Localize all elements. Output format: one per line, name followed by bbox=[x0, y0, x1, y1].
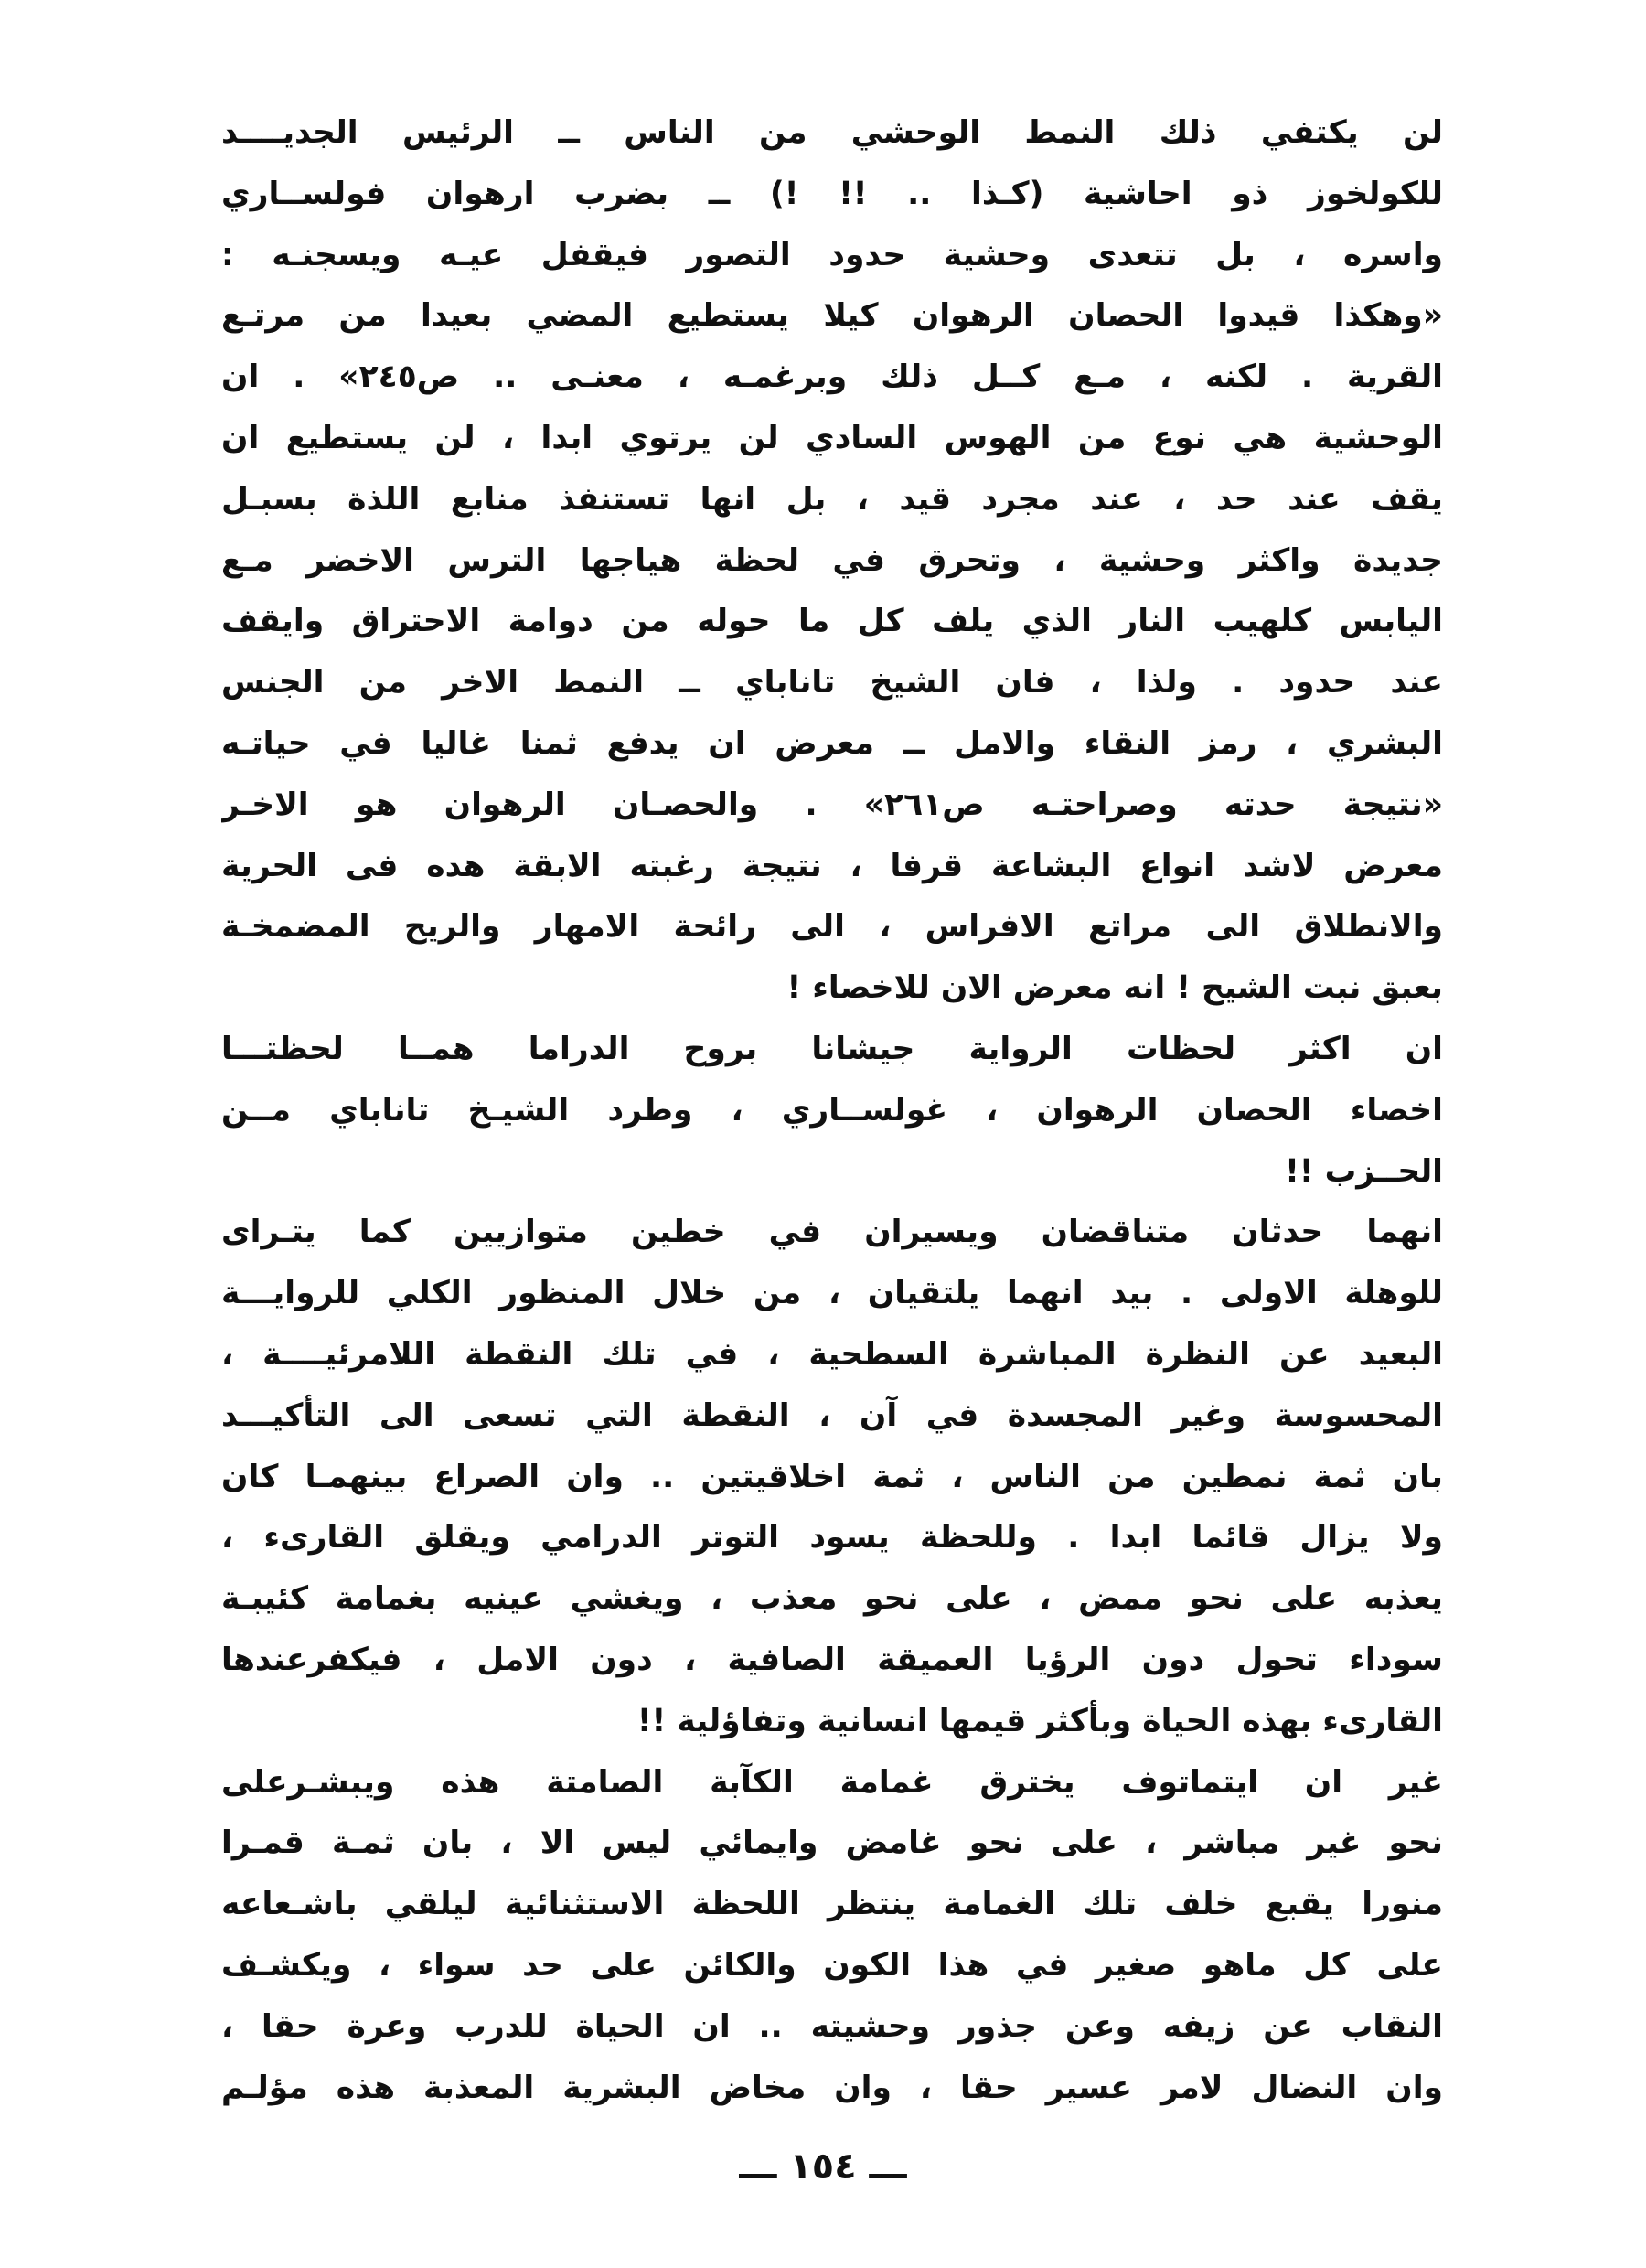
text-line: ان اكثر لحظات الرواية جيشانا بروح الدراما همــا لحظتـــا bbox=[221, 1030, 1443, 1067]
text-line: الوحشية هي نوع من الهوس السادي لن يرتوي ابدا ، لن يستطيع ان bbox=[221, 419, 1443, 456]
text-line: انهما حدثان متناقضان ويسيران في خطين متوازيين كما يتـراى bbox=[221, 1214, 1443, 1251]
text-line: الحــزب !! bbox=[1285, 1152, 1443, 1190]
text-line: للكولخوز ذو احاشية (كـذا .. !! !) ــ بضرب ارهوان فولســاري bbox=[221, 175, 1443, 212]
text-line: القارىء بهذه الحياة وبأكثر قيمها انسانية وتفاؤلية !! bbox=[636, 1702, 1443, 1739]
text-line: غير ان ايتماتوف يخترق غمامة الكآبة الصامتة هذه ويبشـرعلى bbox=[221, 1763, 1443, 1801]
text-line: على كل ماهو صغير في هذا الكون والكائن على حد سواء ، ويكشـف bbox=[221, 1946, 1443, 1984]
text-line: لن يكتفي ذلك النمط الوحشي من الناس ــ الرئيس الجديــــد bbox=[221, 114, 1443, 151]
text-line: والانطلاق الى مراتع الافراس ، الى رائحة الامهار والريح المضمخـة bbox=[221, 908, 1443, 946]
text-line: وان النضال لامر عسير حقا ، وان مخاض البشرية المعذبة هذه مؤلـم bbox=[221, 2069, 1443, 2106]
text-line: البشري ، رمز النقاء والامل ــ معرض ان يدفع ثمنا غاليا في حياتـه bbox=[221, 724, 1443, 762]
text-line: النقاب عن زيفه وعن جذور وحشيته .. ان الحياة للدرب وعرة حقا ، bbox=[221, 2007, 1443, 2045]
text-line: «وهكذا قيدوا الحصان الرهوان كيلا يستطيع المضي بعيدا من مرتـع bbox=[221, 297, 1443, 335]
text-line: البعيد عن النظرة المباشرة السطحية ، في تلك النقطة اللامرئيــــة ، bbox=[221, 1335, 1443, 1373]
text-line: عند حدود . ولذا ، فان الشيخ تاناباي ــ النمط الاخر من الجنس bbox=[221, 664, 1443, 701]
text-line: اليابس كلهيب النار الذي يلف كل ما حوله من دوامة الاحتراق وايقف bbox=[221, 603, 1443, 640]
text-line: للوهلة الاولى . بيد انهما يلتقيان ، من خلال المنظور الكلي للروايـــة bbox=[221, 1275, 1443, 1312]
text-line: المحسوسة وغير المجسدة في آن ، النقطة التي تسعى الى التأكيـــد bbox=[221, 1396, 1443, 1434]
text-line: يقف عند حد ، عند مجرد قيد ، بل انها تستنفذ منابع اللذة بسبـل bbox=[221, 480, 1443, 518]
text-line: «نتيجة حدته وصراحتـه ص٢٦١» . والحصـان الرهوان هو الاخـر bbox=[221, 786, 1443, 823]
body-text bbox=[221, 102, 1443, 2118]
text-line: اخصاء الحصان الرهوان ، غولســاري ، وطرد الشيـخ تاناباي مــن bbox=[221, 1091, 1443, 1129]
text-line: يعذبه على نحو ممض ، على نحو معذب ، ويغشي عينيه بغمامة كئيبـة bbox=[221, 1580, 1443, 1618]
text-line: بعبق نبت الشيح ! انه معرض الان للاخصاء ! bbox=[786, 969, 1443, 1007]
text-line: منورا يقبع خلف تلك الغمامة ينتظر اللحظة الاستثنائية ليلقي باشـعاعه bbox=[221, 1886, 1443, 1923]
page-number: ـــ ١٥٤ ـــ bbox=[739, 2145, 907, 2188]
text-line: جديدة واكثر وحشية ، وتحرق في لحظة هياجها الترس الاخضر مـع bbox=[221, 541, 1443, 579]
text-line: نحو غير مباشر ، على نحو غامض وايمائي ليس الا ، بان ثمـة قمـرا bbox=[221, 1824, 1443, 1862]
text-line: ولا يزال قائما ابدا . وللحظة يسود التوتر الدرامي ويقلق القارىء ، bbox=[221, 1519, 1443, 1557]
text-line: واسره ، بل تتعدى وحشية حدود التصور فيقفل عيـه ويسجنـه : bbox=[221, 236, 1443, 273]
text-line: بان ثمة نمطين من الناس ، ثمة اخلاقيتين .. وان الصراع بينهمـا كان bbox=[221, 1458, 1443, 1495]
text-line: معرض لاشد انواع البشاعة قرفا ، نتيجة رغبته الابقة هده فى الحرية bbox=[221, 847, 1443, 884]
text-line: القرية . لكنه ، مـع كــل ذلك وبرغمـه ، معنـى .. ص٢٤٥» . ان bbox=[221, 358, 1443, 396]
text-line: سوداء تحول دون الرؤيا العميقة الصافية ، دون الامل ، فيكفرعندها bbox=[221, 1641, 1443, 1678]
